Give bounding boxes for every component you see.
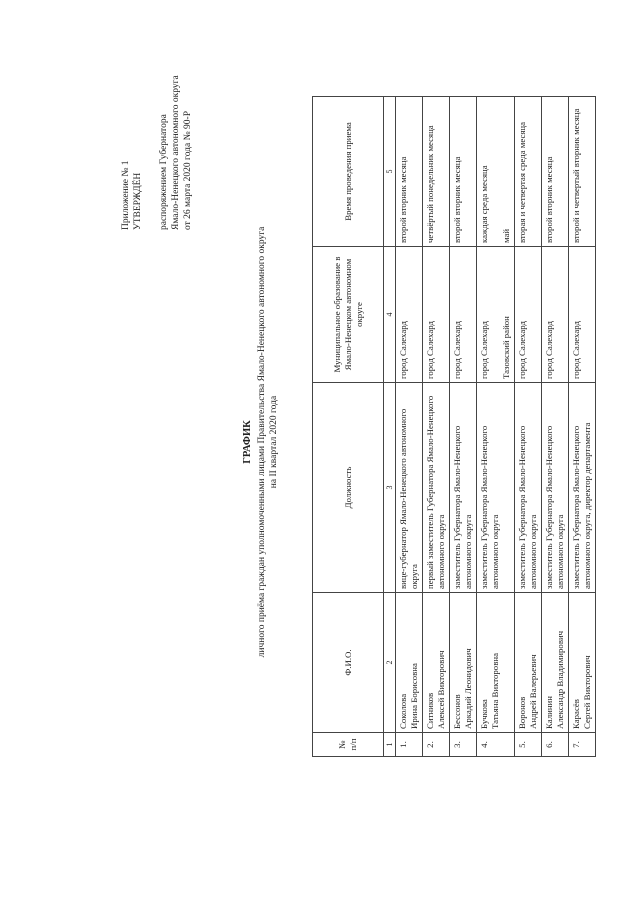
municipality: город Салехард	[425, 321, 435, 379]
schedule-table	[312, 96, 596, 757]
approval-block	[120, 30, 194, 230]
column-numbers-row	[384, 97, 396, 757]
col-header-time: Время проведения приема	[313, 97, 384, 247]
time-cell	[515, 97, 542, 247]
rotated-sheet	[20, 22, 620, 882]
document-heading	[242, 212, 280, 672]
table-row	[396, 97, 423, 757]
given-names: Андрей Валерьевич	[528, 654, 538, 729]
person-name	[542, 593, 569, 733]
col-header-num: № п/п	[313, 733, 384, 757]
surname: Калинин	[544, 696, 554, 729]
reception-time: второй вторник месяца	[544, 156, 554, 243]
given-names: Сергей Викторович	[582, 655, 592, 729]
reception-time-secondary: май	[501, 228, 511, 243]
reception-time: второй вторник месяца	[452, 156, 462, 243]
position-cell: заместитель Губернатора Ямало-Ненецкого автономного округа	[542, 383, 569, 593]
table-row	[450, 97, 477, 757]
col-header-municipality: Муниципальное образование в Ямало-Ненецком автономном округе	[313, 247, 384, 383]
position-cell: заместитель Губернатора Ямало-Ненецкого автономного округа	[515, 383, 542, 593]
table-row	[569, 97, 596, 757]
surname: Бессонов	[452, 694, 462, 729]
municipality: город Салехард	[571, 321, 581, 379]
person-name	[396, 593, 423, 733]
given-names: Ирина Борисовна	[409, 663, 419, 729]
order-date: от 26 марта 2020 года № 90-Р	[183, 111, 193, 230]
surname: Соколова	[398, 693, 408, 729]
document-period: на II квартал 2020 года	[269, 395, 279, 489]
time-cell	[396, 97, 423, 247]
person-name	[423, 593, 450, 733]
time-cell	[477, 97, 515, 247]
order-line-1: распоряжением Губернатора	[159, 114, 169, 230]
position-cell: заместитель Губернатора Ямало-Ненецкого автономного округа, директор департамента	[569, 383, 596, 593]
table-row	[542, 97, 569, 757]
position-cell: первый заместитель Губернатора Ямало-Ненецкого автономного округа	[423, 383, 450, 593]
reception-time: вторая и четвертая среда месяца	[517, 121, 527, 243]
municipality-secondary: Тазовский район	[501, 316, 511, 379]
time-cell	[423, 97, 450, 247]
given-names: Александр Владимирович	[555, 630, 565, 729]
table-row	[423, 97, 450, 757]
given-names: Аркадий Леонидович	[463, 648, 473, 729]
row-number: 7.	[569, 733, 596, 757]
municipality: город Салехард	[517, 321, 527, 379]
reception-time: каждая среда месяца	[479, 165, 489, 243]
document-title: ГРАФИК	[242, 420, 253, 464]
time-cell	[569, 97, 596, 247]
municipality-cell	[542, 247, 569, 383]
row-number: 1.	[396, 733, 423, 757]
municipality: город Салехард	[544, 321, 554, 379]
table-header-row	[313, 97, 384, 757]
row-number: 3.	[450, 733, 477, 757]
position-cell: заместитель Губернатора Ямало-Ненецкого автономного округа	[450, 383, 477, 593]
given-names: Алексей Викторович	[436, 650, 446, 729]
col-number: 2	[384, 593, 396, 733]
person-name	[569, 593, 596, 733]
person-name	[477, 593, 515, 733]
row-number: 5.	[515, 733, 542, 757]
municipality: город Салехард	[479, 321, 489, 379]
order-line-2: Ямало-Ненецкого автономного округа	[171, 75, 181, 230]
reception-time: второй и четвертый вторник месяца	[571, 108, 581, 243]
document-subtitle: личного приёма граждан уполномоченными лицами Правительства Ямало-Ненецкого автономного округа	[257, 226, 267, 658]
time-cell	[542, 97, 569, 247]
municipality-cell	[477, 247, 515, 383]
col-number: 1	[384, 733, 396, 757]
surname: Ситников	[425, 692, 435, 729]
table-row	[515, 97, 542, 757]
person-name	[450, 593, 477, 733]
reception-time: второй вторник месяца	[398, 156, 408, 243]
col-number: 5	[384, 97, 396, 247]
col-header-position: Должность	[313, 383, 384, 593]
municipality-cell	[569, 247, 596, 383]
municipality-cell	[396, 247, 423, 383]
appendix-label: Приложение № 1	[121, 160, 131, 230]
row-number: 6.	[542, 733, 569, 757]
municipality-cell	[423, 247, 450, 383]
time-cell	[450, 97, 477, 247]
reception-time: четвёртый понедельник месяца	[425, 125, 435, 243]
surname: Воронов	[517, 696, 527, 729]
row-number: 4.	[477, 733, 515, 757]
col-number: 3	[384, 383, 396, 593]
position-cell: заместитель Губернатора Ямало-Ненецкого автономного округа	[477, 383, 515, 593]
municipality-cell	[515, 247, 542, 383]
col-number: 4	[384, 247, 396, 383]
municipality-cell	[450, 247, 477, 383]
position-cell: вице-губернатор Ямало-Ненецкого автономного округа	[396, 383, 423, 593]
row-number: 2.	[423, 733, 450, 757]
person-name	[515, 593, 542, 733]
surname: Бучкова	[479, 699, 489, 729]
table-row	[477, 97, 515, 757]
approved-label: УТВЕРЖДЁН	[133, 172, 143, 230]
given-names: Татьяна Викторовна	[490, 653, 500, 729]
surname: Карасёв	[571, 699, 581, 729]
municipality: город Салехард	[398, 321, 408, 379]
municipality: город Салехард	[452, 321, 462, 379]
col-header-name: Ф.И.О.	[313, 593, 384, 733]
